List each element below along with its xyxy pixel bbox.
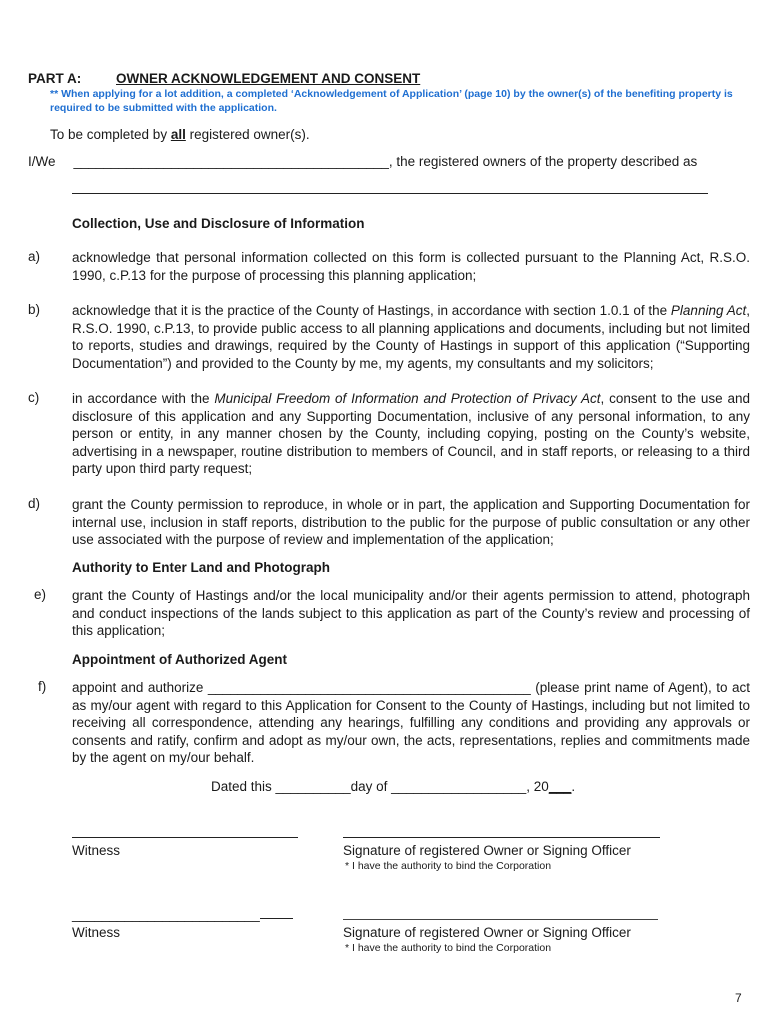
section-collection: Collection, Use and Disclosure of Information: [72, 216, 365, 231]
item-e-text: grant the County of Hastings and/or the local municipality and/or their agents permission to attend, photograph and conduct inspections of the lands subject to this application as part of the County’s review and processing of this application;: [72, 588, 750, 638]
item-c: [28, 390, 750, 478]
item-c-post: , consent to the use and disclosure of this application and any Supporting Documentation, inclusive of any personal information, to any person or entity, in any manner chosen by the County, including copying, posting on the County’s website, advertising in a newspaper, routine distribution to members of Council, and in staff reports, or releasing to a third party upon third party request;: [72, 391, 750, 476]
item-f-text: appoint and authorize ___________________________________________ (please print name of Agent), to act as my/our agent with regard to this Application for Consent to the County of Hastings, including but not limited to receiving all correspondence, attending any hearings, fulfilling any conditions and providing any approvals or consents and ratify, confirm and adopt as my/our own, the acts, representations, replies and commitments made by the agent on my/our behalf.: [72, 680, 750, 765]
item-f: [28, 679, 750, 767]
authority-note-2: * I have the authority to bind the Corporation: [345, 942, 552, 954]
item-c-italic: Municipal Freedom of Information and Protection of Privacy Act: [214, 391, 601, 406]
item-d-text: grant the County permission to reproduce, in whole or in part, the application and Supporting Documentation for internal use, inclusion in staff reports, distribution to the public for the purpose of public consultation or any other use associated with the purpose of review and implementation of the application;: [72, 497, 750, 547]
owner-signature-line-1[interactable]: [343, 837, 660, 838]
section-authority: Authority to Enter Land and Photograph: [72, 560, 330, 575]
item-b-marker: b): [28, 302, 41, 317]
part-heading: [28, 71, 420, 86]
item-e-marker: e): [34, 587, 47, 602]
witness-label-2: Witness: [72, 925, 121, 940]
item-f-marker: f): [38, 679, 47, 694]
item-b: [28, 302, 750, 372]
iwe-label: I/We: [28, 154, 56, 169]
property-description-field[interactable]: [72, 193, 708, 194]
item-a: [28, 249, 750, 284]
witness-signature-line-1[interactable]: [72, 837, 298, 838]
owner-signature-label-2: Signature of registered Owner or Signing Officer: [343, 925, 631, 940]
item-d: [28, 496, 750, 549]
section-appointment: Appointment of Authorized Agent: [72, 652, 287, 667]
completed-by-line: [50, 126, 310, 144]
item-c-pre: in accordance with the: [72, 391, 215, 406]
page-number: 7: [735, 991, 742, 1005]
item-c-marker: c): [28, 390, 40, 405]
owner-signature-line-2[interactable]: [343, 919, 658, 920]
part-label: PART A:: [28, 71, 82, 86]
witness-line-2-text: _________________________: [72, 907, 260, 922]
dated-post: .: [571, 779, 576, 794]
part-title: OWNER ACKNOWLEDGEMENT AND CONSENT: [116, 71, 421, 86]
authority-note-1: * I have the authority to bind the Corporation: [345, 860, 552, 872]
item-a-text: acknowledge that personal information collected on this form is collected pursuant to the Planning Act, R.S.O. 1990, c.P.13 for the purpose of processing this planning application;: [72, 250, 750, 283]
dated-line[interactable]: [211, 778, 575, 796]
item-c-text: [72, 390, 750, 478]
witness-signature-line-2[interactable]: [72, 906, 293, 924]
item-b-post: , R.S.O. 1990, c.P.13, to provide public access to all planning applications and documents, including but not limited to reports, studies and drawings, required by the County of Hastings in support of this application (“Supporting Documentation”) and provided to the County by me, my agents, my consultants and my solicitors;: [72, 303, 750, 371]
iwe-post: , the registered owners of the property described as: [388, 154, 698, 169]
owner-names-field[interactable]: __________________________________________: [73, 154, 389, 169]
item-d-marker: d): [28, 496, 41, 511]
owner-signature-label-1: Signature of registered Owner or Signing Officer: [343, 843, 631, 858]
dated-pre: Dated this __________day of __________________, 20: [211, 779, 549, 794]
completed-pre: To be completed by: [50, 127, 171, 142]
witness-label-1: Witness: [72, 843, 121, 858]
item-e: [28, 587, 750, 640]
completed-post: registered owner(s).: [185, 127, 310, 142]
completed-bold: all: [170, 127, 186, 142]
lot-addition-note: ** When applying for a lot addition, a completed ‘Acknowledgement of Application’ (page 10) by the owner(s) of the benefiting property is required to be submitted with the application.: [50, 88, 733, 114]
item-a-marker: a): [28, 249, 41, 264]
dated-year-field[interactable]: ___: [548, 779, 572, 794]
owner-names-line: [28, 153, 697, 171]
item-b-italic: Planning Act: [670, 303, 747, 318]
item-b-text: [72, 302, 750, 372]
item-b-pre: acknowledge that it is the practice of the County of Hastings, in accordance with section 1.0.1 of the: [72, 303, 671, 318]
